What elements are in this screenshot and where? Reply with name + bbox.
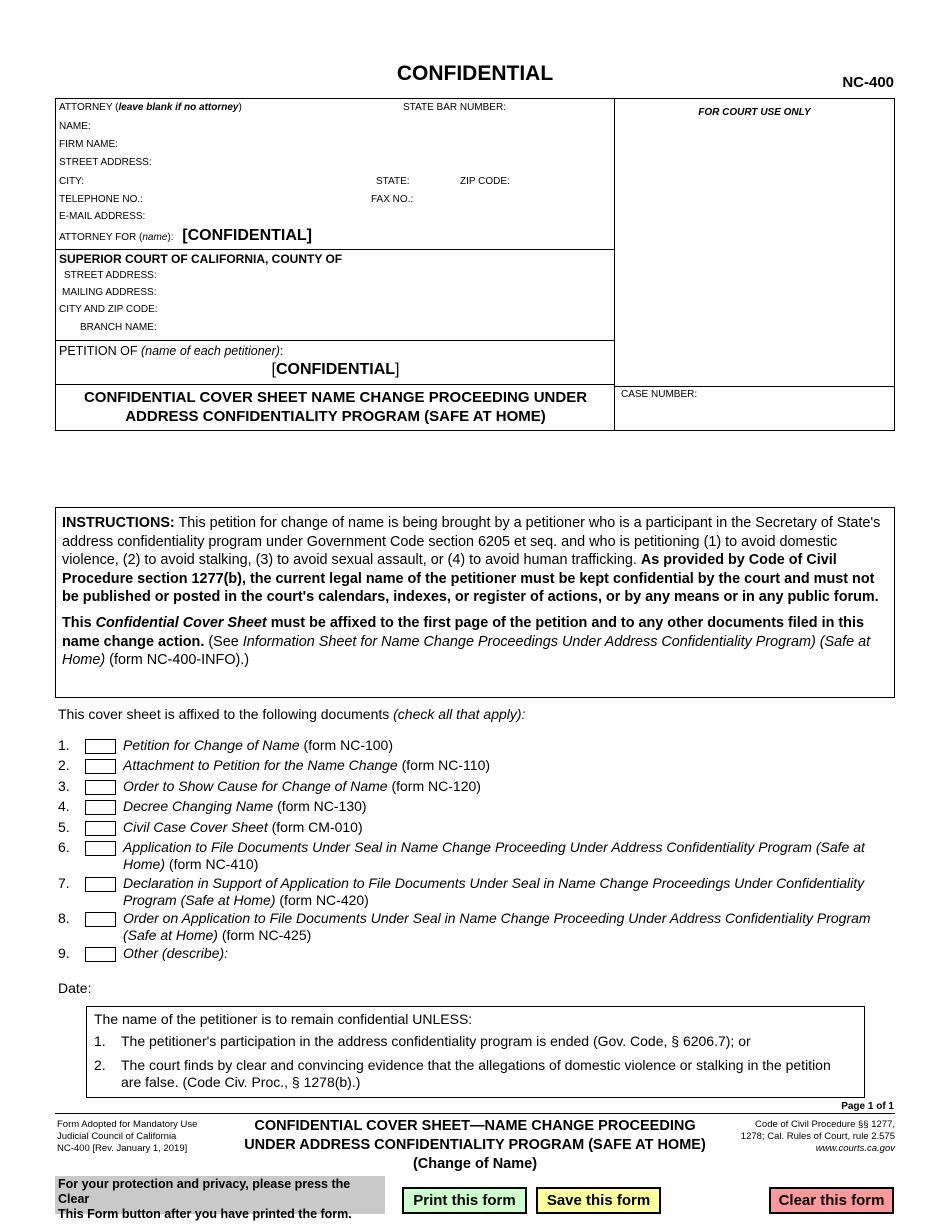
court-mailing-label: MAILING ADDRESS: <box>62 287 157 298</box>
document-label: Order to Show Cause for Change of Name (form NC-120) <box>123 778 481 794</box>
attorney-for-label: ATTORNEY FOR (name): [CONFIDENTIAL] <box>59 227 313 244</box>
instructions-box <box>55 507 895 698</box>
form-number: NC-400 <box>842 74 894 91</box>
document-checkbox[interactable] <box>85 780 116 795</box>
print-form-button[interactable]: Print this form <box>402 1187 527 1214</box>
caption-left <box>56 99 615 430</box>
case-number-label: CASE NUMBER: <box>621 389 698 400</box>
footer-title: CONFIDENTIAL COVER SHEET—NAME CHANGE PROCEEDING UNDER ADDRESS CONFIDENTIALITY PROGRAM (SAFE AT HOME) (Change of Name) <box>244 1118 706 1172</box>
page-title: CONFIDENTIAL <box>396 62 554 85</box>
name-label: NAME: <box>59 121 91 132</box>
divider <box>56 340 615 341</box>
court-street-label: STREET ADDRESS: <box>64 270 157 281</box>
document-checkbox[interactable] <box>85 739 116 754</box>
divider <box>56 384 615 385</box>
document-label: Attachment to Petition for the Name Change (form NC-110) <box>123 757 491 773</box>
email-label: E-MAIL ADDRESS: <box>59 211 146 222</box>
attorney-label: ATTORNEY (leave blank if no attorney) <box>59 102 242 113</box>
document-checkbox[interactable] <box>85 841 116 856</box>
document-checkbox[interactable] <box>85 759 116 774</box>
item-number: 4. <box>58 798 70 814</box>
confidentiality-conditions-box: The name of the petitioner is to remain confidential UNLESS: 1. The petitioner's participation in the address confidentiality program is ended (Gov. Code, § 6206.7); or 2. The court finds by clear and convincing evidence that the allegations of domestic violence or stalking in the petition are false. (Code Civ. Proc., § 1278(b).) <box>86 1006 865 1098</box>
fax-label: FAX NO.: <box>371 194 414 205</box>
item-number: 8. <box>58 910 70 926</box>
document-checkbox[interactable] <box>85 821 116 836</box>
clear-form-button[interactable]: Clear this form <box>769 1187 894 1214</box>
date-label: Date: <box>58 980 92 996</box>
item-number: 6. <box>58 839 70 855</box>
item-number: 7. <box>58 875 70 891</box>
city-label: CITY: <box>59 176 85 187</box>
state-bar-label: STATE BAR NUMBER: <box>403 102 506 113</box>
footer-form-info: Form Adopted for Mandatory Use Judicial Council of California NC-400 [Rev. January 1, 2019] <box>57 1119 198 1154</box>
item-number: 3. <box>58 778 70 794</box>
court-city-zip-label: CITY AND ZIP CODE: <box>59 304 158 315</box>
telephone-label: TELEPHONE NO.: <box>59 194 143 205</box>
cover-sheet-title: CONFIDENTIAL COVER SHEET NAME CHANGE PROCEEDING UNDER ADDRESS CONFIDENTIALITY PROGRAM (SAFE AT HOME) <box>83 389 588 425</box>
footer-citation: Code of Civil Procedure §§ 1277, 1278; Cal. Rules of Court, rule 2.575 www.courts.ca.gov <box>740 1119 895 1154</box>
document-checkbox[interactable] <box>85 800 116 815</box>
instructions-paragraph-2: This Confidential Cover Sheet must be affixed to the first page of the petition and to any other documents filed in this name change action. (See Information Sheet for Name Change Proceedings Under Address Confidentiality Program) (Safe at Home) (form NC-400-INFO).) <box>62 614 871 669</box>
item-number: 5. <box>58 819 70 835</box>
street-label: STREET ADDRESS: <box>59 157 152 168</box>
court-branch-label: BRANCH NAME: <box>80 322 157 333</box>
item-number: 1. <box>58 737 70 753</box>
item-number: 2. <box>58 757 70 773</box>
firm-label: FIRM NAME: <box>59 139 118 150</box>
save-form-button[interactable]: Save this form <box>536 1187 661 1214</box>
petitioner-name: [CONFIDENTIAL] <box>271 361 400 378</box>
instructions-paragraph-1: INSTRUCTIONS: This petition for change of name is being brought by a petitioner who is a participant in the Secretary of State's address confidentiality program under Government Code section 6205 et seq. and who is petitioning (1) to avoid domestic violence, (2) to avoid stalking, (3) to avoid sexual assault, or (4) to avoid human trafficking. As provided by Code of Civil Procedure section 1277(b), the current legal name of the petitioner must be kept confidential by the court and must not be published or posted in the court's calendars, indexes, or register of actions, or by any means or in any public forum. <box>62 515 881 606</box>
court-heading: SUPERIOR COURT OF CALIFORNIA, COUNTY OF <box>59 252 343 266</box>
document-label: Decree Changing Name (form NC-130) <box>123 798 367 814</box>
case-number-box <box>615 386 894 430</box>
privacy-notice: For your protection and privacy, please press the Clear This Form button after you have printed the form. <box>55 1176 385 1214</box>
court-use-area <box>615 99 894 430</box>
document-checkbox[interactable] <box>85 947 116 962</box>
footer-divider <box>55 1113 895 1114</box>
item-number: 9. <box>58 945 70 961</box>
page-indicator: Page 1 of 1 <box>841 1101 894 1112</box>
document-label: Declaration in Support of Application to File Documents Under Seal in Name Change Proceedings Under Confidentiality Program (Safe at Home) (form NC-420) <box>123 875 865 908</box>
document-label: Order on Application to File Documents Under Seal in Name Change Proceeding Under Address Confidentiality Program (Safe at Home) (form NC-425) <box>123 910 871 943</box>
conditions-intro: The name of the petitioner is to remain confidential UNLESS: <box>94 1011 473 1027</box>
court-use-label: FOR COURT USE ONLY <box>698 107 811 118</box>
document-checkbox[interactable] <box>85 912 116 927</box>
document-checkbox[interactable] <box>85 877 116 892</box>
petition-of-label: PETITION OF (name of each petitioner): <box>59 344 284 358</box>
divider <box>56 249 615 250</box>
state-label: STATE: <box>376 176 410 187</box>
affixed-statement: This cover sheet is affixed to the following documents (check all that apply): <box>58 706 526 722</box>
caption-box <box>55 98 895 431</box>
document-label: Civil Case Cover Sheet (form CM-010) <box>123 819 363 835</box>
document-label: Petition for Change of Name (form NC-100) <box>123 737 394 753</box>
attorney-for-value: [CONFIDENTIAL] <box>182 227 313 244</box>
document-label: Application to File Documents Under Seal in Name Change Proceeding Under Address Confidentiality Program (Safe at Home) (form NC-410) <box>123 839 865 872</box>
document-label: Other (describe): <box>123 945 229 961</box>
zip-label: ZIP CODE: <box>460 176 510 187</box>
